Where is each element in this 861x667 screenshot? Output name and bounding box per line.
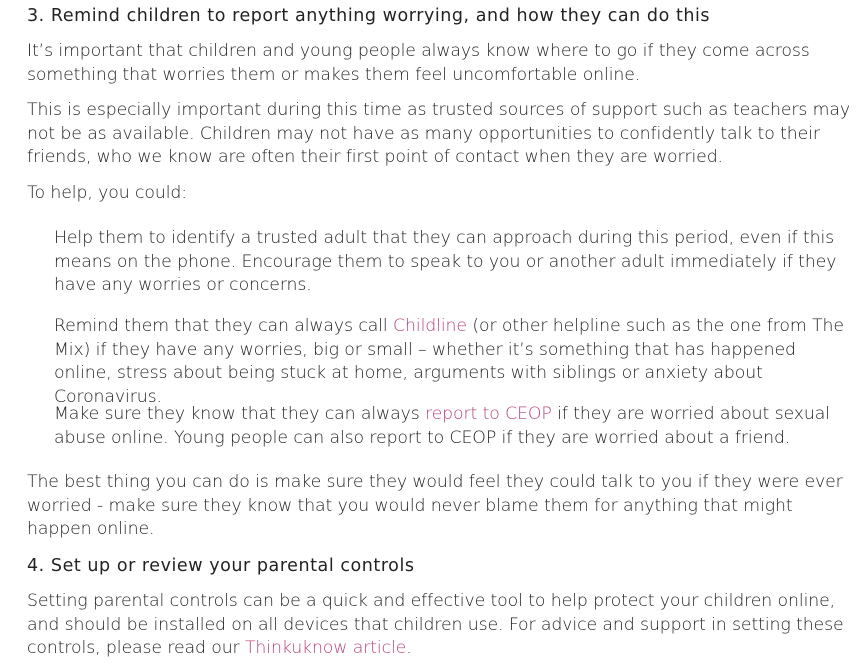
tip-childline <box>54 315 857 409</box>
tip-childline-text-before: Remind them that they can always call <box>54 316 394 336</box>
section-4-body-paragraph <box>27 590 857 661</box>
section-3-intro-paragraph-2: This is especially important during this time as trusted sources of support such as teachers may not be as available. Children may not have as many opportunities to confidently talk to their friends, who we know are often their first point of contact when they are worried. <box>27 100 851 167</box>
section-4-body-text-before: Setting parental controls can be a quick and effective tool to help protect your children online, and should be installed on all devices that children use. For advice and support in setting these controls, please read our <box>27 591 844 658</box>
childline-link[interactable]: Childline <box>393 316 467 336</box>
report-to-ceop-link[interactable]: report to CEOP <box>425 404 552 424</box>
section-3-intro-paragraph-1: It’s important that children and young people always know where to go if they come across something that worries them or makes them feel uncomfortable online. <box>27 41 810 85</box>
section-3-heading: 3. Remind children to report anything worrying, and how they can do this <box>27 6 711 26</box>
section-4-body-text-after: . <box>406 638 412 658</box>
tip-trusted-adult: Help them to identify a trusted adult that they can approach during this period, even if this means on the phone. Encourage them to speak to you or another adult immediately if they have any worries or concerns. <box>54 228 837 295</box>
tip-childline-text-after: (or other helpline such as the one from The Mix) if they have any worries, big or small – whether it’s something that has happened online, stress about being stuck at home, arguments with siblings or anxiety about Coronavirus. <box>54 316 844 407</box>
thinkuknow-article-link[interactable]: Thinkuknow article <box>244 638 407 658</box>
tip-ceop-text-after: if they are worried about sexual abuse online. Young people can also report to CEOP if they are worried about a friend. <box>54 404 830 448</box>
tip-ceop-text-before: Make sure they know that they can always <box>54 404 426 424</box>
section-3-closing-paragraph: The best thing you can do is make sure they would feel they could talk to you if they were ever worried - make sure they know that you would never blame them for anything that might happen online. <box>27 472 843 539</box>
section-4-heading: 4. Set up or review your parental controls <box>27 556 415 576</box>
section-3-intro-paragraph-3: To help, you could: <box>27 183 187 203</box>
tip-ceop <box>54 403 857 450</box>
